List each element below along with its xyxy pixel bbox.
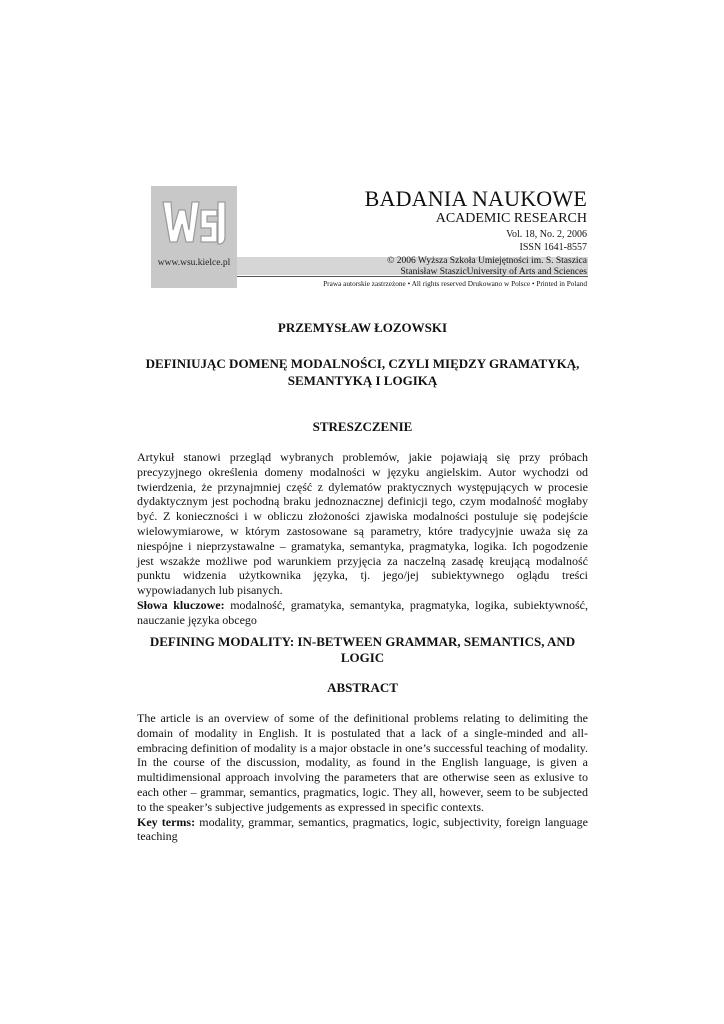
journal-logo xyxy=(151,186,237,288)
keywords-english xyxy=(137,815,588,845)
keywords-polish xyxy=(137,598,588,628)
wsu-logo-mark xyxy=(159,196,229,252)
journal-title: BADANIA NAUKOWE xyxy=(364,186,587,211)
copyright-line: © 2006 Wyższa Szkoła Umiejętności im. S. Staszica xyxy=(387,256,587,266)
title-english: DEFINING MODALITY: IN-BETWEEN GRAMMAR, SEMANTICS, AND LOGIC xyxy=(149,634,576,665)
summary-paragraph: Artykuł stanowi przegląd wybranych problemów, jakie pojawiają się przy próbach precyzyjnego określenia domeny modalności w języku angielskim. Autor wychodzi od twierdzenia, że przynajmniej część z dylematów praktycznych występujących w procesie dydaktycznym jest pochodną braku jednoznacznej definicji tego, czym modalność mogłaby być. Z konieczności i w obliczu złożoności zjawiska modalności postuluje się podejście wielowymiarowe, w którym zastosowane są parametry, które tradycyjnie uważa się za niespójne i nieprzystawalne – gramatyka, semantyka, pragmatyka, logika. Ich pogodzenie jest wszakże możliwe pod warunkiem przyjęcia za naczelną zasadę kreującą modalność punktu widzenia użytkownika języka, tj. jego/jej subiektywnego oglądu treści wypowiadanych lub pisanych. xyxy=(137,450,588,598)
title-polish: DEFINIUJĄC DOMENĘ MODALNOŚCI, CZYLI MIĘDZY GRAMATYKĄ, SEMANTYKĄ I LOGIKĄ xyxy=(145,356,580,388)
journal-issn: ISSN 1641-8557 xyxy=(519,242,587,253)
rights-line: Prawa autorskie zastrzeżone • All rights reserved Drukowano w Polsce • Printed in Poland xyxy=(323,279,587,288)
keywords-label-polish: Słowa kluczowe: xyxy=(137,597,225,612)
abstract-heading: ABSTRACT xyxy=(327,680,398,695)
summary-heading: STRESZCZENIE xyxy=(312,419,413,434)
website-url: www.wsu.kielce.pl xyxy=(157,258,231,268)
keywords-list-english: modality, grammar, semantics, pragmatics, logic, subjectivity, foreign language teaching xyxy=(137,814,589,844)
keywords-label-english: Key terms: xyxy=(137,814,196,829)
university-line: Stanisław StaszicUniversity of Arts and Sciences xyxy=(400,267,587,277)
journal-volume: Vol. 18, No. 2, 2006 xyxy=(506,229,587,240)
journal-subtitle: ACADEMIC RESEARCH xyxy=(435,211,587,226)
keywords-list-polish: modalność, gramatyka, semantyka, pragmatyka, logika, subiektywność, nauczanie języka obcego xyxy=(137,597,589,627)
summary-section xyxy=(137,450,588,628)
abstract-section xyxy=(137,711,588,844)
author-name: PRZEMYSŁAW ŁOZOWSKI xyxy=(277,320,448,335)
abstract-paragraph: The article is an overview of some of the definitional problems relating to delimiting the domain of modality in English. It is postulated that a lack of a single-minded and all-embracing definition of modality is a major obstacle in one’s successful teaching of modality. In the course of the discussion, modality, as found in the English language, is given a multidimensional approach involving the parameters that are otherwise seen as exlusive to each other – grammar, semantics, pragmatics, logic. They all, however, seem to be subjected to the speaker’s subjective judgements as expressed in specific contexts. xyxy=(137,711,588,814)
